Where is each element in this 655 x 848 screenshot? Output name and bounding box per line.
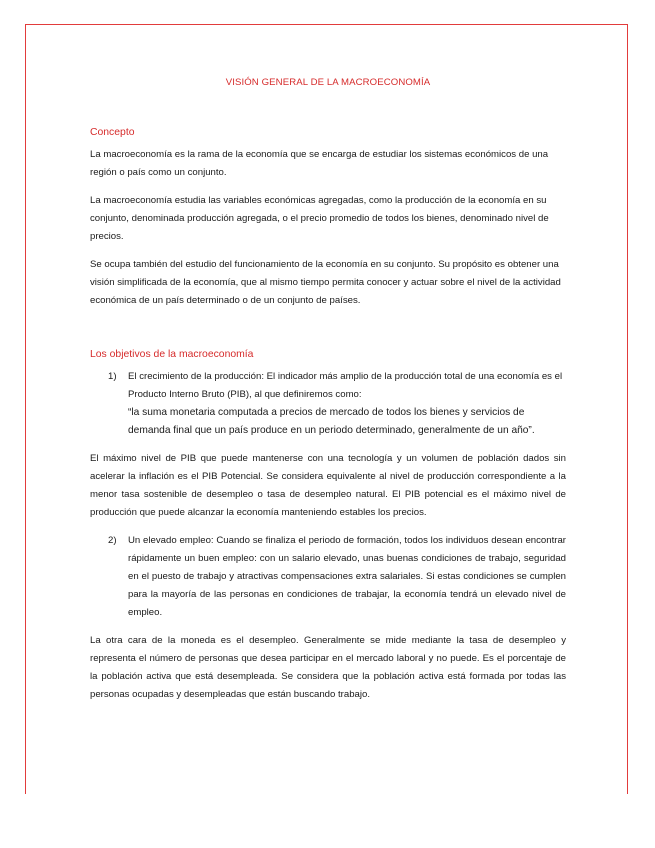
objective-number-2: 2) (108, 535, 117, 546)
document-title: VISIÓN GENERAL DE LA MACROECONOMÍA (225, 77, 431, 88)
objectives-heading: Los objetivos de la macroeconomía (90, 349, 254, 360)
objective-item-1 (90, 368, 566, 440)
objective-item-2 (90, 532, 566, 622)
objective-text-1: El crecimiento de la producción: El indicador más amplio de la producción total de una economía es el Producto Interno Bruto (PIB), al que definiremos como: (128, 371, 563, 400)
concept-paragraph-2: La macroeconomía estudia las variables económicas agregadas, como la producción de la economía en su conjunto, denominada producción agregada, o el precio promedio de todos los bienes, denominado nivel de precios. (90, 195, 549, 242)
objective-number-1: 1) (108, 371, 117, 382)
objective-text-2: Un elevado empleo: Cuando se finaliza el periodo de formación, todos los individuos desean encontrar rápidamente un buen empleo: con un salario elevado, unas buenas condiciones de trabajo, seguridad en el puesto de trabajo y atractivas compensaciones extra salariales. Si estas condiciones se cumplen para la mayoría de las personas en condiciones de trabajar, la economía tendrá un elevado nivel de empleo. (128, 535, 566, 618)
pib-potential-paragraph: El máximo nivel de PIB que puede mantenerse con una tecnología y un volumen de población dados sin acelerar la inflación es el PIB Potencial. Se considera equivalente al nivel de producción correspondiente a la menor tasa sostenible de desempleo o tasa de desempleo natural. El PIB potencial es el máximo nivel de producción que puede alcanzar la economía manteniendo estables los precios. (90, 453, 566, 518)
concept-paragraph-1: La macroeconomía es la rama de la economía que se encarga de estudiar los sistemas económicos de una región o país como un conjunto. (90, 149, 549, 178)
concept-paragraph-3: Se ocupa también del estudio del funcionamiento de la economía en su conjunto. Su propósito es obtener una visión simplificada de la economía, que al mismo tiempo permita conocer y actuar sobre el nivel de la actividad económica de un país determinado o de un conjunto de países. (90, 259, 561, 306)
pib-definition-quote: “la suma monetaria computada a precios de mercado de todos los bienes y servicios de demanda final que un país produce en un periodo determinado, generalmente de un año”. (128, 407, 535, 436)
objective-body-1 (128, 368, 566, 440)
document-body (90, 74, 566, 714)
section-spacer (90, 320, 566, 346)
unemployment-paragraph: La otra cara de la moneda es el desempleo. Generalmente se mide mediante la tasa de desempleo y representa el número de personas que desea participar en el mercado laboral y no puede. Es el porcentaje de la población activa que está desempleada. Se considera que la población activa está formada por todas las personas ocupadas y desempleadas que están buscando trabajo. (90, 635, 566, 700)
concept-heading: Concepto (90, 127, 135, 138)
